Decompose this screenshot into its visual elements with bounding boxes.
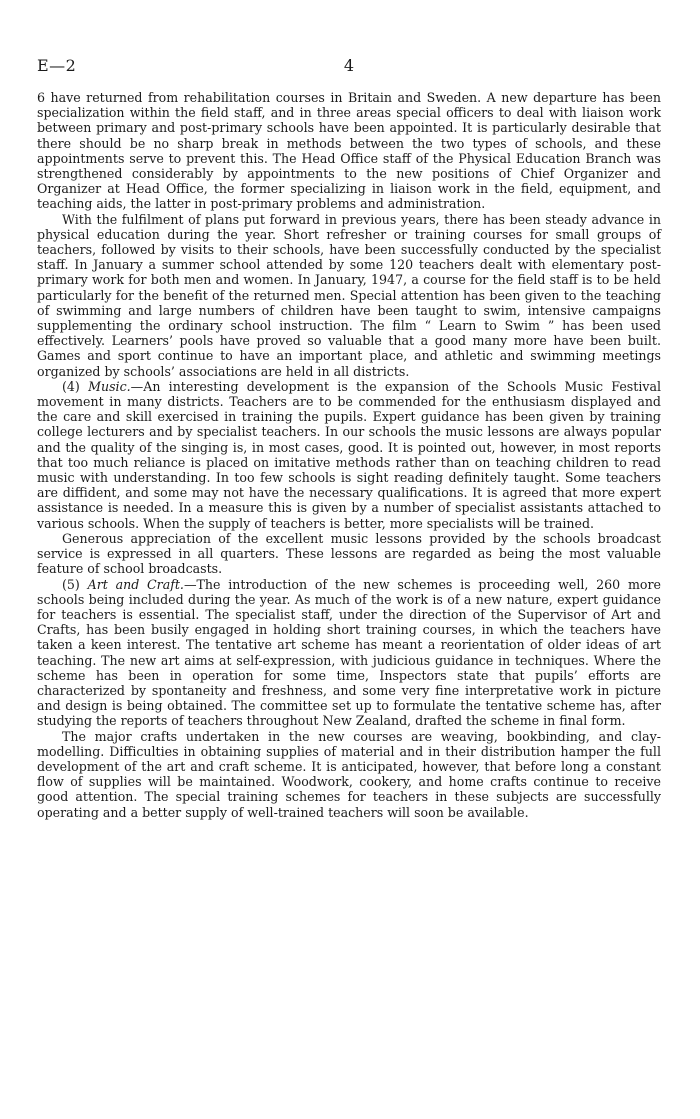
section-heading-art-and-craft: Art and Craft. (87, 576, 184, 592)
paragraph-art-and-craft: (5) Art and Craft.—The introduction of the new schemes is proceeding well, 260 more schools being included during the year. As much of the work is of a new nature, expert guidance for teachers is essential. The specialist staff, under the direction of the Supervisor of Art and Crafts, has been busily engaged in holding short training courses, in which the teachers have taken a keen interest. The tentative art scheme has meant a reorientation of older ideas of art teaching. The new art aims at self-expression, with judicious guidance in techniques. Where the scheme has been in operation for some time, Inspectors state that pupils’ efforts are characterized by spontaneity and freshness, and some very fine interpretative work in picture and design is being obtained. The committee set up to formulate the tentative scheme has, after studying the reports of teachers throughout New Zealand, drafted the scheme in final form. (37, 576, 661, 729)
paragraph-music: (4) Music.—An interesting development is the expansion of the Schools Music Festival movement in many districts. Teachers are to be commended for the enthusiasm displayed and the care and skill exercised in training the pupils. Expert guidance has been given by training college lecturers and by specialist teachers. In our schools the music lessons are always popular and the quality of the singing is, in most cases, good. It is pointed out, however, in most reports that too much reliance is placed on imitative methods rather than on teaching children to read music with understanding. In too few schools is sight reading definitely taught. Some teachers are diffident, and some may not have the necessary qualifications. It is agreed that more expert assistance is needed. In a measure this is given by a number of specialist assistants attached to various schools. When the supply of teachers is better, more specialists will be trained. (37, 378, 662, 531)
page-number: 4 (343, 56, 355, 75)
document-body (37, 90, 661, 820)
paragraph-rehabilitation: 6 have returned from rehabilitation courses in Britain and Sweden. A new departure has been specialization within the field staff, and in three areas special officers to deal with liaison work between primary and post-primary schools have been appointed. It is particularly desirable that there should be no sharp break in methods between the two types of schools, and these appointments serve to prevent this. The Head Office staff of the Physical Education Branch was strengthened considerably by appointments to the new positions of Chief Organizer and Organizer at Head Office, the former specializing in liaison work in the field, equipment, and teaching aids, the latter in post-primary problems and administration. (37, 90, 661, 212)
paragraph-physical-education: With the fulfilment of plans put forward in previous years, there has been steady advance in physical education during the year. Short refresher or training courses for small groups of teachers, followed by visits to their schools, have been successfully conducted by the specialist staff. In January a summer school attended by some 120 teachers dealt with elementary post-primary work for both men and women. In January, 1947, a course for the field staff is to be held particularly for the benefit of the returned men. Special attention has been given to the teaching of swimming and large numbers of children have been taught to swim, intensive campaigns supplementing the ordinary school instruction. The film “ Learn to Swim ” has been used effectively. Learners’ pools have proved so valuable that a good many more have been built. Games and sport continue to have an important place, and athletic and swimming meetings organized by schools’ associations are held in all districts. (37, 211, 661, 379)
page-header (37, 56, 661, 80)
paragraph-major-crafts: The major crafts undertaken in the new courses are weaving, bookbinding, and clay-modelling. Difficulties in obtaining supplies of material and in their distribution hamper the full development of the art and craft scheme. It is anticipated, however, that before long a constant flow of supplies will be maintained. Woodwork, cookery, and home crafts continue to receive good attention. The special training schemes for teachers in these subjects are successfully operating and a better supply of well-trained teachers will soon be available. (37, 728, 661, 820)
paragraph-broadcasts: Generous appreciation of the excellent music lessons provided by the schools broadcast service is expressed in all quarters. These lessons are regarded as being the most valuable feature of school broadcasts. (37, 530, 661, 577)
section-heading-music: Music. (88, 378, 131, 394)
document-reference: E—2 (37, 56, 77, 75)
